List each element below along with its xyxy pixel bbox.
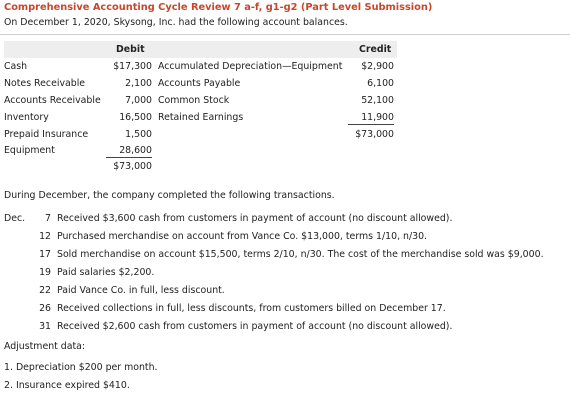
transaction-day: 31 <box>39 321 51 332</box>
debit-amount: 2,100 <box>125 78 152 89</box>
debit-account-accounts-receivable: Accounts Receivable <box>4 95 101 106</box>
table-header-row <box>4 41 397 58</box>
transaction-month: Dec. <box>4 213 26 224</box>
credit-amount: $2,900 <box>361 61 394 72</box>
divider <box>0 34 570 35</box>
debit-amount: $17,300 <box>113 61 152 72</box>
credit-account-retained-earnings: Retained Earnings <box>158 112 244 123</box>
adjustment-text: Insurance expired $410. <box>15 380 130 391</box>
transaction-day: 19 <box>39 267 51 278</box>
debit-account-equipment: Equipment <box>4 145 55 156</box>
transaction-day: 22 <box>39 285 51 296</box>
debit-amount: 1,500 <box>125 129 152 140</box>
adjustment-number: 1. <box>4 362 13 373</box>
transaction-day: 26 <box>39 303 51 314</box>
debit-account-prepaid-insurance: Prepaid Insurance <box>4 129 89 140</box>
credit-total: $73,000 <box>355 129 394 140</box>
adjustment-number: 2. <box>4 380 13 391</box>
intro-text: On December 1, 2020, Skysong, Inc. had the following account balances. <box>4 17 348 28</box>
transaction-day: 17 <box>39 249 51 260</box>
transaction-text: Sold merchandise on account $15,500, terms 2/10, n/30. The cost of the merchandise sold was $9,000. <box>57 249 544 260</box>
transaction-day: 12 <box>39 231 51 242</box>
page-title: Comprehensive Accounting Cycle Review 7 a-f, g1-g2 (Part Level Submission) <box>4 2 433 13</box>
adjustment-data-label: Adjustment data: <box>4 341 86 352</box>
transaction-text: Received collections in full, less discounts, from customers billed on December 17. <box>57 303 446 314</box>
credit-account-common-stock: Common Stock <box>158 95 230 106</box>
debit-header: Debit <box>116 44 145 55</box>
transaction-text: Paid Vance Co. in full, less discount. <box>57 285 225 296</box>
debit-total: $73,000 <box>113 161 152 172</box>
credit-amount: 52,100 <box>361 95 394 106</box>
credit-account-accumulated-depreciation: Accumulated Depreciation—Equipment <box>158 61 343 72</box>
transactions-intro: During December, the company completed the following transactions. <box>4 190 335 201</box>
debit-account-notes-receivable: Notes Receivable <box>4 78 86 89</box>
transaction-text: Paid salaries $2,200. <box>57 267 155 278</box>
adjustment-item <box>4 362 158 373</box>
debit-amount: 28,600 <box>106 145 152 158</box>
adjustment-item <box>4 380 130 391</box>
transaction-text: Received $2,600 cash from customers in payment of account (no discount allowed). <box>57 321 453 332</box>
transaction-text: Received $3,600 cash from customers in payment of account (no discount allowed). <box>57 213 453 224</box>
debit-amount: 16,500 <box>119 112 152 123</box>
credit-account-accounts-payable: Accounts Payable <box>158 78 241 89</box>
debit-amount: 7,000 <box>125 95 152 106</box>
adjustment-text: Depreciation $200 per month. <box>15 362 158 373</box>
debit-account-inventory: Inventory <box>4 112 49 123</box>
credit-header: Credit <box>359 44 392 55</box>
transaction-day: 7 <box>45 213 51 224</box>
account-balances-table <box>4 41 397 172</box>
credit-amount: 11,900 <box>348 112 394 125</box>
debit-account-cash: Cash <box>4 61 28 72</box>
credit-amount: 6,100 <box>367 78 394 89</box>
transaction-text: Purchased merchandise on account from Vance Co. $13,000, terms 1/10, n/30. <box>57 231 428 242</box>
